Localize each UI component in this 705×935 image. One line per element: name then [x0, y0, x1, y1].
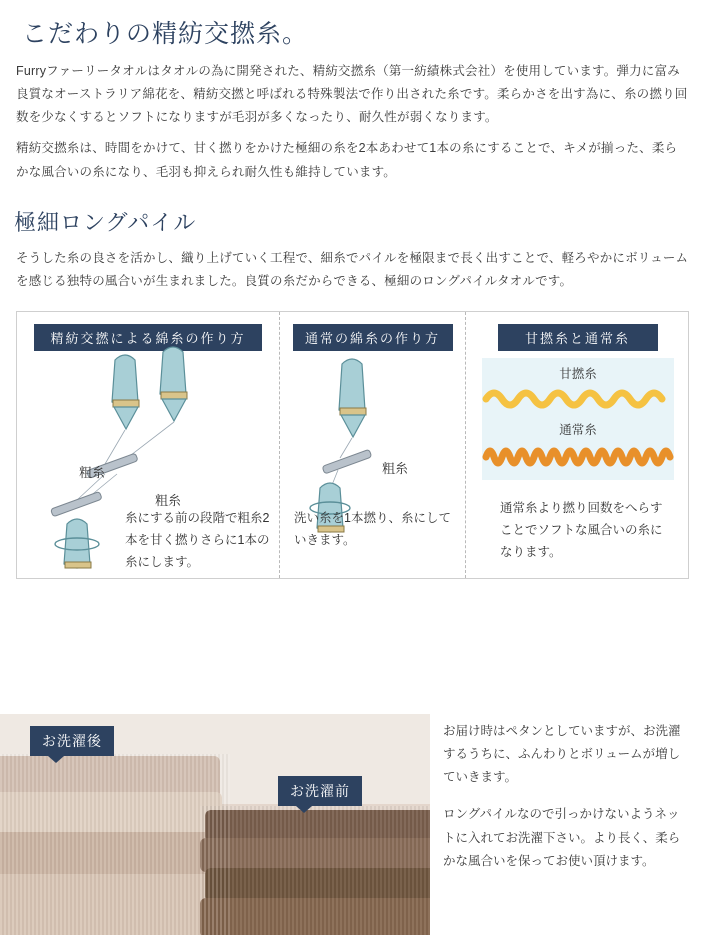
diagram-column-1-title: 精紡交撚による綿糸の作り方	[34, 324, 262, 351]
diagram-column-2-title: 通常の綿糸の作り方	[293, 324, 453, 351]
diagram-column-3-title: 甘撚糸と通常糸	[498, 324, 658, 351]
product-description-page	[0, 14, 705, 935]
intro-paragraph-2: 精紡交撚糸は、時間をかけて、甘く撚りをかけた極細の糸を2本あわせて1本の糸にすることで、キメが揃った、柔らかな風合いの糸になり、毛羽も抑えられ耐久性も維持しています。	[16, 141, 678, 179]
diagram-column-normal	[279, 312, 465, 578]
long-pile-paragraph: そうした糸の良さを活かし、織り上げていく工程で、細糸でパイルを極限まで長く出すことで、軽ろやかにボリュームを感じる独特の風合いが生まれました。良質の糸だからできる、極細のロングパイルタオルです。	[16, 250, 689, 288]
diagram-label-roving-3: 粗糸	[382, 460, 409, 476]
yarn-comparison-panel	[482, 358, 674, 480]
normal-yarn-icon	[482, 442, 674, 472]
badge-after-wash: お洗濯後	[30, 726, 114, 756]
diagram-column-comparison	[465, 312, 689, 578]
care-paragraph-1: お届け時はペタンとしていますが、お洗濯するうちに、ふんわりとボリュームが増していきます。	[443, 724, 681, 785]
after-wash-section	[0, 690, 705, 935]
yarn-label-normal: 通常糸	[559, 422, 597, 437]
soft-yarn-icon	[482, 384, 674, 414]
diagram-caption-3: 通常糸より撚り回数をへらすことでソフトな風合いの糸になります。	[500, 500, 663, 559]
yarn-process-diagram	[16, 311, 689, 579]
diagram-label-roving-1: 粗糸	[79, 464, 106, 480]
intro-paragraph-1: Furryファーリータオルはタオルの為に開発された、精紡交撚糸（第一紡績株式会社）を使用しています。弾力に富み良質なオーストラリア綿花を、精紡交撚と呼ばれる特殊製法で作り出された糸です。柔らかさを出す為に、糸の撚り回数を少なくするとソフトになりますが毛羽が多くなったり、耐久性が弱くなります。	[16, 64, 688, 125]
care-instructions	[443, 720, 691, 887]
badge-before-wash: お洗濯前	[278, 776, 362, 806]
diagram-caption-2: 洗い糸を1本撚り、糸にしていきます。	[294, 510, 451, 547]
diagram-label-roving-2: 粗糸	[155, 492, 182, 508]
section-title-long-pile: 極細ロングパイル	[14, 209, 197, 235]
towel-photo	[0, 714, 430, 935]
yarn-label-soft: 甘撚糸	[559, 366, 597, 381]
diagram-caption-1: 糸にする前の段階で粗糸2本を甘く撚りさらに1本の糸にします。	[125, 510, 270, 569]
care-paragraph-2: ロングパイルなので引っかけないようネットに入れてお洗濯下さい。より長く、柔らかな風合いを保ってお使い頂けます。	[443, 807, 681, 868]
diagram-column-spun-twist	[17, 312, 279, 578]
page-title: こだわりの精紡交撚糸。	[22, 20, 309, 48]
